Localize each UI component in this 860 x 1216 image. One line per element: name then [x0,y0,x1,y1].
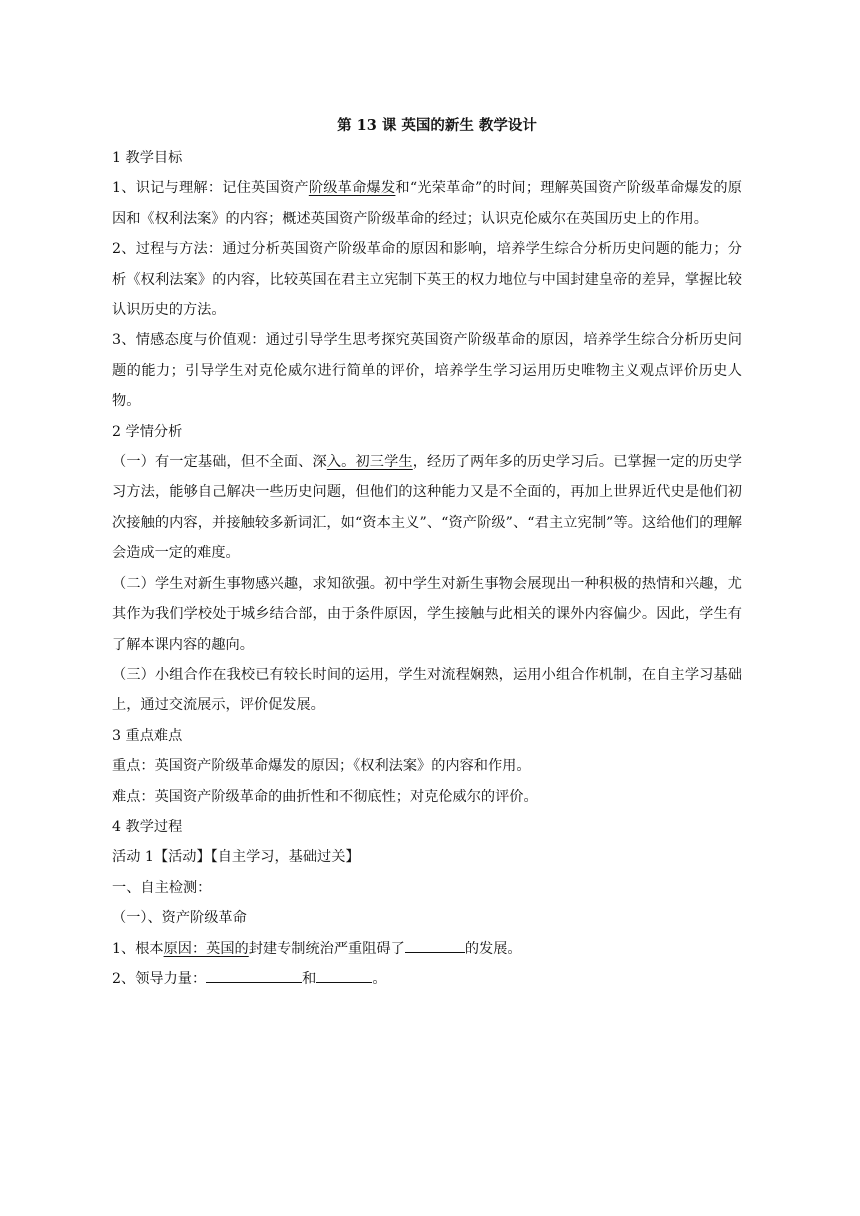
self-test-heading: 一、自主检测： [112,879,212,896]
text-run: 和 [302,970,317,987]
subsection-heading: （一）、资产阶级革命 [112,910,247,927]
underlined-text: 原因：英国的 [163,940,249,957]
document-title: 第 13 课 英国的新生 教学设计 [337,117,537,134]
document-body [112,111,742,994]
underlined-text: 阶级革命爆发 [308,180,396,197]
analysis-3: （三）小组合作在我校已有较长时间的运用，学生对流程娴熟，运用小组合作机制，在自主学习基础上，通过交流展示，评价促发展。 [112,666,742,714]
activity-label: 活动 1【活动】【自主学习，基础过关】 [112,849,360,866]
objective-1 [112,173,742,234]
text-run: ，经历了两年多的历史学习后。已掌握一定的历史学习方法，能够自己解决一些历史问题，但他们的这种能力又是不全面的，再加上世界近代史是他们初次接触的内容，并接触较多新词汇，如“资本主义”、“资产阶级”、“君主立宪制”等。这给他们的理解会造成一定的难度。 [112,454,742,562]
text-run: 1、根本 [112,940,164,957]
question-1 [112,934,742,964]
text-run: 1、识记与理解：记住英国资产 [112,180,309,197]
difficult-point: 难点：英国资产阶级革命的曲折性和不彻底性；对克伦威尔的评价。 [112,788,538,805]
objective-2: 2、过程与方法：通过分析英国资产阶级革命的原因和影响，培养学生综合分析历史问题的能力；分析《权利法案》的内容，比较英国在君主立宪制下英王的权力地位与中国封建皇帝的差异，掌握比较认识历史的方法。 [112,241,742,319]
question-2 [112,964,742,994]
answer-blank[interactable] [405,938,465,953]
text-run: （一）有一定基础，但不全面、深 [112,454,327,471]
section-heading-process: 4 教学过程 [112,818,183,835]
text-run: 。 [372,970,387,987]
text-run: 的发展。 [464,940,522,957]
section-heading-analysis: 2 学情分析 [112,423,183,440]
answer-blank[interactable] [316,968,372,983]
section-heading-objectives: 1 教学目标 [112,150,183,166]
text-run: 和“光荣革命”的时间；理解英国资产阶级革命爆发的原因和《权利法案》的内容；概述英国资产阶级革命的经过；认识克伦威尔在英国历史上的作用。 [112,180,742,227]
underlined-text: 入。初三学生 [326,454,413,471]
analysis-1 [112,447,742,569]
text-run: 封建专制统治严重阻碍了 [248,940,405,957]
analysis-2: （二）学生对新生事物感兴趣，求知欲强。初中学生对新生事物会展现出一种积极的热情和兴趣，尤其作为我们学校处于城乡结合部，由于条件原因，学生接触与此相关的课外内容偏少。因此，学生有了解本课内容的趣向。 [112,575,742,653]
key-point: 重点：英国资产阶级革命爆发的原因；《权利法案》的内容和作用。 [112,758,531,775]
objective-3: 3、情感态度与价值观：通过引导学生思考探究英国资产阶级革命的原因，培养学生综合分析历史问题的能力；引导学生对克伦威尔进行简单的评价，培养学生学习运用历史唯物主义观点评价历史人物。 [112,332,742,410]
section-heading-key-points: 3 重点难点 [112,727,183,744]
text-run: 2、领导力量： [112,970,207,987]
answer-blank[interactable] [206,968,302,983]
